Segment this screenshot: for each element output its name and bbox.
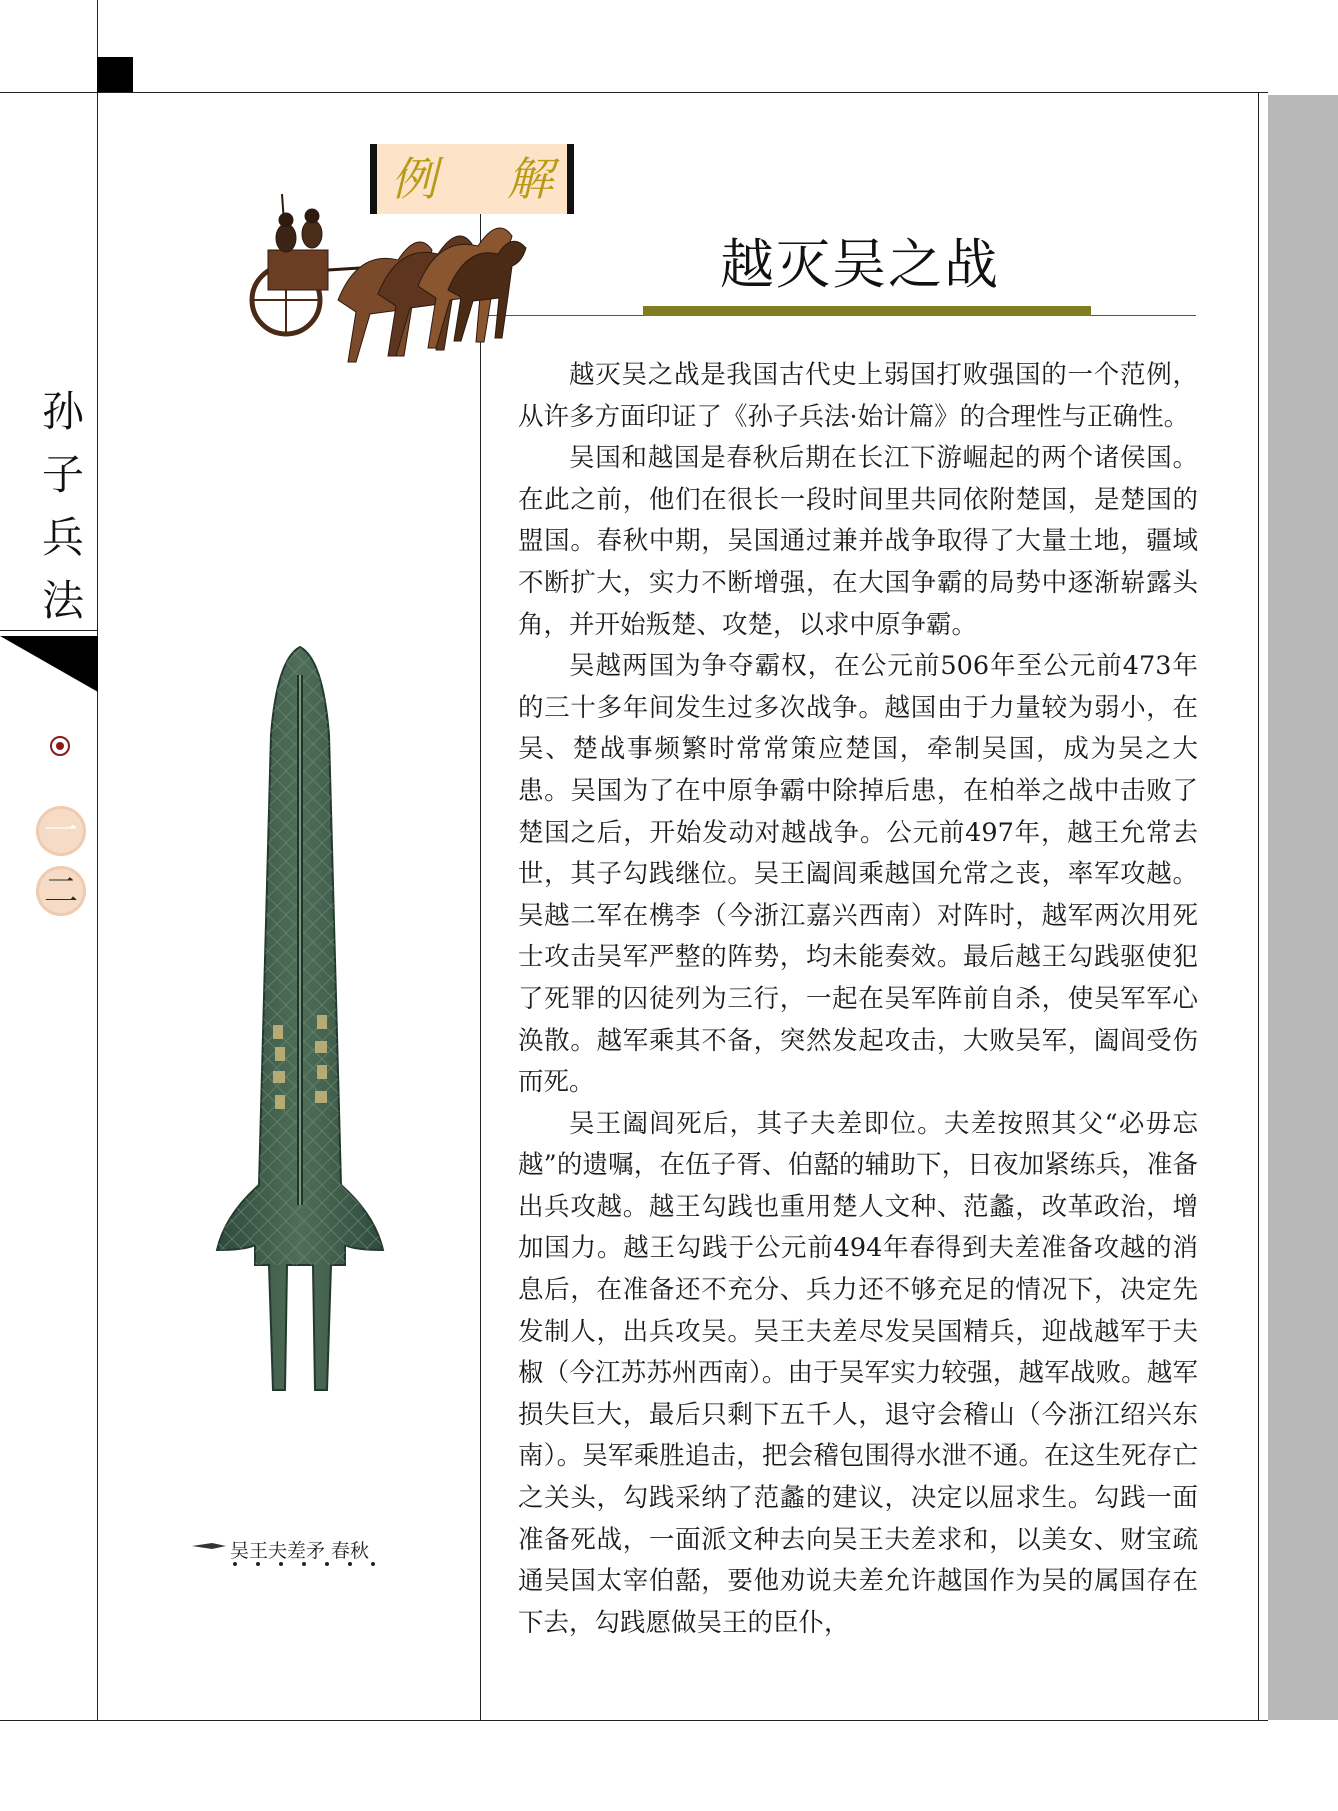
article-body: [518, 355, 1198, 1644]
sidebar-tab-triangle: [0, 636, 98, 692]
figure-caption: [192, 1536, 369, 1563]
body-paragraph: 吴国和越国是春秋后期在长江下游崛起的两个诸侯国。在此之前，他们在很长一段时间里共同依附楚国，是楚国的盟国。春秋中期，吴国通过兼并战争取得了大量土地，疆域不断扩大，实力不断增强，在大国争霸的局势中逐渐崭露头角，并开始叛楚、攻楚，以求中原争霸。: [518, 443, 1198, 640]
caption-spear-icon: [192, 1540, 226, 1552]
corner-marker: [97, 57, 133, 92]
section-label-right: 解: [507, 152, 559, 206]
body-paragraph: 吴越两国为争夺霸权，在公元前506年至公元前473年的三十多年间发生过多次战争。越国由于力量较为弱小，在吴、楚战事频繁时常常策应楚国，牵制吴国，成为吴之大患。吴国为了在中原争霸中除掉后患，在柏举之战中击败了楚国之后，开始发动对越战争。公元前497年，越王允常去世，其子勾践继位。吴王阖闾乘越国允常之丧，率军攻越。吴越二军在槜李（今浙江嘉兴西南）对阵时，越军两次用死士攻击吴军严整的阵势，均未能奏效。最后越王勾践驱使犯了死罪的囚徒列为三行，一起在吴军阵前自杀，使吴军军心涣散。越军乘其不备，突然发起攻击，大败吴军，阖闾受伤而死。: [518, 651, 1198, 1098]
body-paragraph: 吴王阖闾死后，其子夫差即位。夫差按照其父“必毋忘越”的遗嘱，在伍子胥、伯嚭的辅助下，日夜加紧练兵，准备出兵攻越。越王勾践也重用楚人文种、范蠡，改革政治，增加国力。越王勾践于公元前494年春得到夫差准备攻越的消息后，在准备还不充分、兵力还不够充足的情况下，决定先发制人，出兵攻吴。吴王夫差尽发吴国精兵，迎战越军于夫椒（今江苏苏州西南）。由于吴军实力较强，越军战败。越军损失巨大，最后只剩下五千人，退守会稽山（今浙江绍兴东南）。吴军乘胜追击，把会稽包围得水泄不通。在这生死存亡之关头，勾践采纳了范蠡的建议，决定以屈求生。勾践一面准备死战，一面派文种去向吴王夫差求和，以美女、财宝疏通吴国太宰伯嚭，要他劝说夫差允许越国作为吴的属国存在下去，勾践愿做吴王的臣仆，: [518, 1108, 1198, 1638]
bullet-dot-icon: [50, 736, 70, 756]
page-number-badge: [36, 866, 86, 916]
section-label-left: 例: [391, 152, 443, 206]
page-number-badge: [36, 806, 86, 856]
spear-artifact-image: [205, 645, 395, 1515]
sidebar-rule: [0, 630, 97, 631]
book-title-char: 法: [41, 576, 84, 625]
page-number-digit: 二: [44, 871, 78, 911]
bottom-rule: [0, 1720, 1268, 1721]
title-underline-bar: [643, 306, 1091, 316]
left-margin-rule: [97, 0, 98, 1720]
caption-emphasis-dots: [232, 1561, 382, 1567]
article-title: 越灭吴之战: [720, 233, 1000, 296]
right-margin-rule: [1258, 92, 1259, 1720]
top-rule: [0, 92, 1268, 93]
book-title-char: 兵: [41, 513, 84, 562]
figure-caption-text: 吴王夫差矛 春秋: [230, 1540, 370, 1562]
body-paragraph: 越灭吴之战是我国古代史上弱国打败强国的一个范例，从许多方面印证了《孙子兵法·始计篇》的合理性与正确性。: [518, 360, 1198, 432]
chariot-illustration: [248, 190, 528, 405]
page-edge-bar: [1268, 95, 1338, 1720]
page-number-digit: 一: [44, 811, 78, 851]
book-title-vertical: [30, 380, 96, 632]
book-title-char: 子: [41, 450, 84, 499]
column-divider: [480, 214, 481, 1720]
book-title-char: 孙: [41, 387, 84, 436]
